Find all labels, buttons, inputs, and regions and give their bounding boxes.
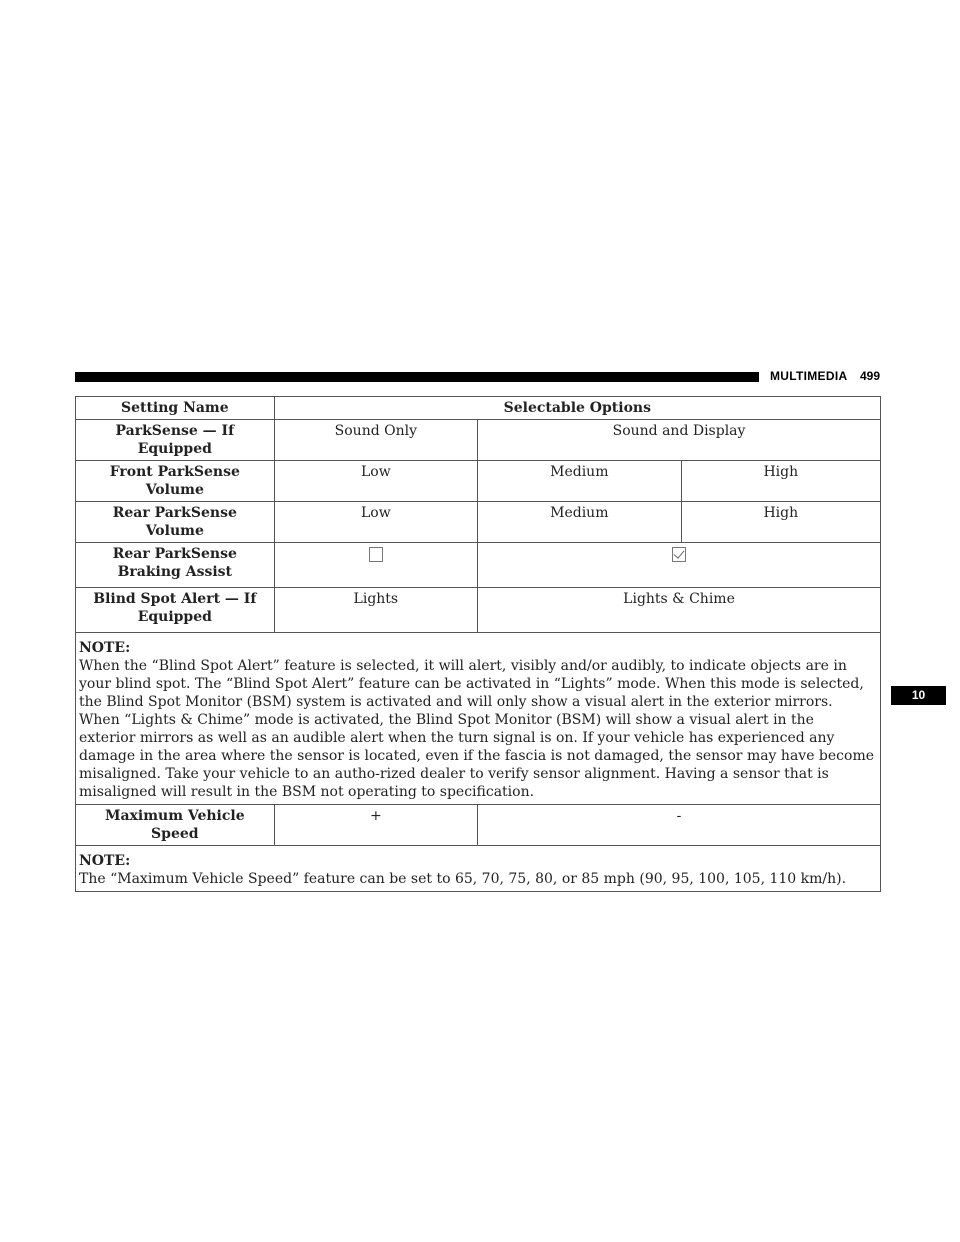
setting-name: Blind Spot Alert — If Equipped	[76, 588, 275, 633]
option-on-cell	[478, 543, 881, 588]
header-setting-name: Setting Name	[76, 397, 275, 420]
setting-name: Rear ParkSense Volume	[76, 502, 275, 543]
table-row-max-speed	[76, 805, 881, 846]
unchecked-checkbox-icon[interactable]	[369, 547, 383, 562]
table-row-rear-volume	[76, 502, 881, 543]
header-bar	[75, 372, 759, 382]
setting-name: Maximum Vehicle Speed	[76, 805, 275, 846]
setting-name: ParkSense — If Equipped	[76, 420, 275, 461]
header-selectable-options: Selectable Options	[274, 397, 880, 420]
option-medium[interactable]: Medium	[478, 461, 682, 502]
option-plus[interactable]: +	[274, 805, 477, 846]
option-lights-and-chime[interactable]: Lights & Chime	[478, 588, 881, 633]
note-cell	[76, 633, 881, 805]
option-high[interactable]: High	[681, 502, 880, 543]
option-low[interactable]: Low	[274, 461, 477, 502]
setting-name: Rear ParkSense Braking Assist	[76, 543, 275, 588]
option-sound-and-display[interactable]: Sound and Display	[478, 420, 881, 461]
page-number: 499	[860, 369, 881, 383]
table-row-note1	[76, 633, 881, 805]
note-cell	[76, 846, 881, 892]
option-low[interactable]: Low	[274, 502, 477, 543]
setting-name: Front ParkSense Volume	[76, 461, 275, 502]
note-text: When the “Blind Spot Alert” feature is selected, it will alert, visibly and/or audibly, to indicate objects are in your blind spot. The “Blind Spot Alert” feature can be activated in “Lights” mode. When this mode is selected, the Blind Spot Monitor (BSM) system is activated and will only show a visual alert in the exterior mirrors. When “Lights & Chime” mode is activated, the Blind Spot Monitor (BSM) will show a visual alert in the exterior mirrors as well as an audible alert when the turn signal is on. If your vehicle has experienced any damage in the area where the sensor is located, even if the fascia is not damaged, the sensor may have become misaligned. Take your vehicle to an autho-rized dealer to verify sensor alignment. Having a sensor that is misaligned will result in the BSM not operating to specification.	[79, 658, 875, 800]
option-sound-only[interactable]: Sound Only	[274, 420, 477, 461]
option-off-cell	[274, 543, 477, 588]
table-row-front-volume	[76, 461, 881, 502]
note-text: The “Maximum Vehicle Speed” feature can be set to 65, 70, 75, 80, or 85 mph (90, 95, 100, 105, 110 km/h).	[79, 871, 847, 887]
note-title: NOTE:	[79, 640, 131, 656]
chapter-tab: 10	[891, 686, 946, 705]
settings-table	[75, 396, 881, 892]
note-title: NOTE:	[79, 853, 131, 869]
checked-checkbox-icon[interactable]	[672, 547, 686, 562]
table-row-parksense	[76, 420, 881, 461]
table-header-row	[76, 397, 881, 420]
option-medium[interactable]: Medium	[478, 502, 682, 543]
table-row-blind-spot	[76, 588, 881, 633]
option-high[interactable]: High	[681, 461, 880, 502]
table-row-rear-braking	[76, 543, 881, 588]
table-row-note2	[76, 846, 881, 892]
section-title: MULTIMEDIA	[770, 369, 848, 383]
option-lights[interactable]: Lights	[274, 588, 477, 633]
option-minus[interactable]: -	[478, 805, 881, 846]
